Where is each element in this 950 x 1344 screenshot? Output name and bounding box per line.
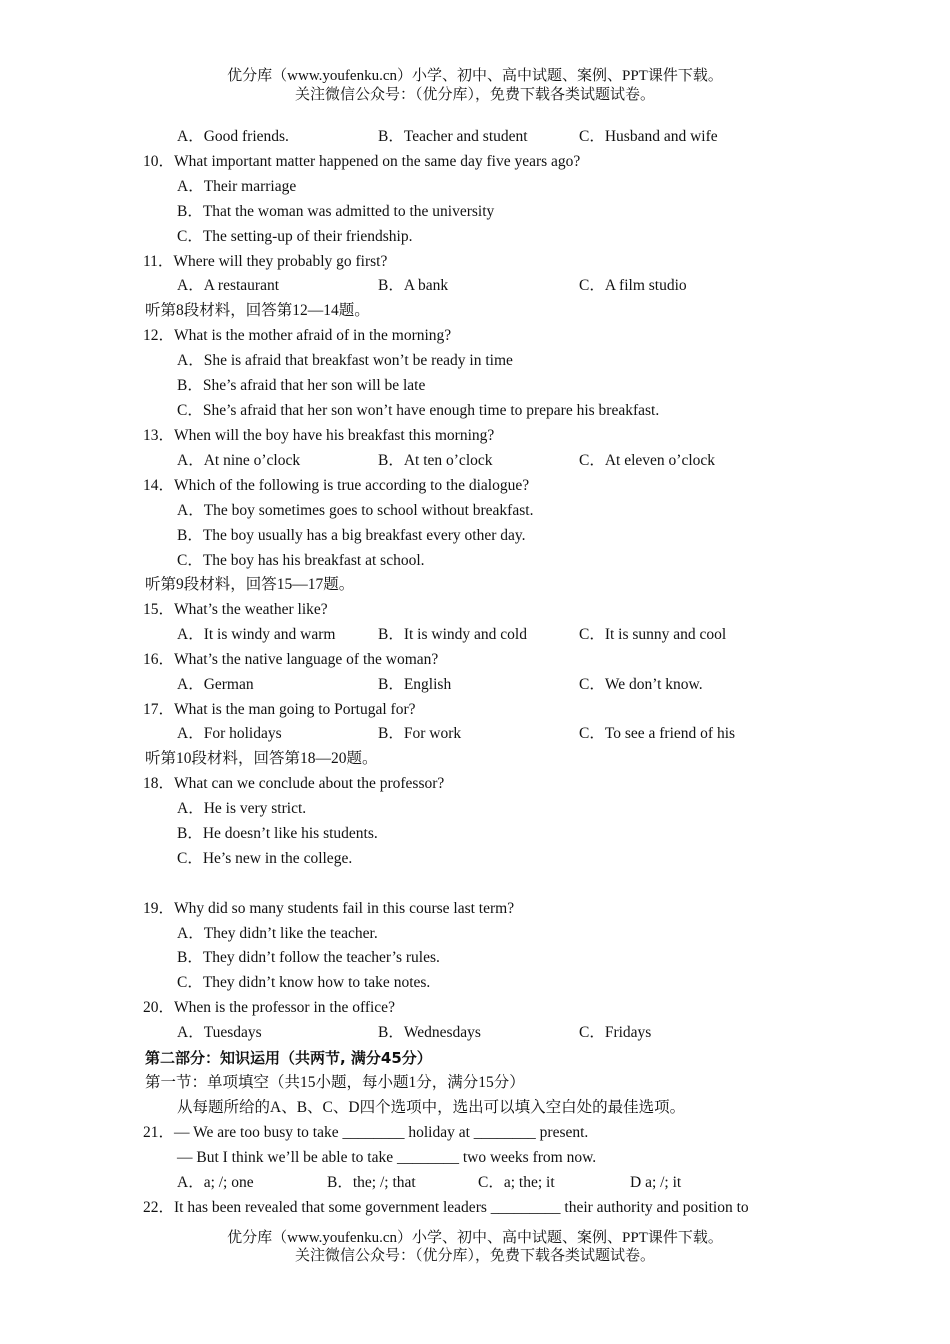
- page-footer-line2: 关注微信公众号：（优分库），免费下载各类试题试卷。: [294, 1248, 655, 1264]
- q16-stem: 16．What’s the native language of the woman?: [143, 651, 439, 668]
- q9-options: [0, 127, 950, 147]
- q19-stem: 19．Why did so many students fail in this course last term?: [143, 900, 515, 917]
- section-9-heading: 听第9段材料，回答15—17题。: [145, 576, 355, 593]
- part2-instruction: 从每题所给的A、B、C、D四个选项中，选出可以填入空白处的最佳选项。: [177, 1099, 686, 1116]
- q17-option-b: B．For work: [378, 725, 462, 742]
- section-10-heading: 听第10段材料，回答第18—20题。: [145, 750, 378, 767]
- q19-option-b: B．They didn’t follow the teacher’s rules.: [177, 949, 440, 966]
- q12-option-a: A．She is afraid that breakfast won’t be ready in time: [177, 352, 513, 369]
- q15-option-c: C．It is sunny and cool: [579, 626, 727, 643]
- q11-option-b: B．A bank: [378, 277, 449, 294]
- q19-option-c: C．They didn’t know how to take notes.: [177, 974, 431, 991]
- q18-stem: 18．What can we conclude about the professor?: [143, 775, 445, 792]
- q20-option-b: B．Wednesdays: [378, 1024, 481, 1041]
- q17-options: [0, 724, 950, 744]
- q14-option-a: A．The boy sometimes goes to school without breakfast.: [177, 502, 534, 519]
- page-header-line2: 关注微信公众号：（优分库），免费下载各类试题试卷。: [294, 87, 655, 103]
- q10-stem: 10．What important matter happened on the same day five years ago?: [143, 153, 581, 170]
- q22-stem: 22．It has been revealed that some government leaders _________ their authority and position to: [143, 1199, 749, 1216]
- q20-option-a: A．Tuesdays: [177, 1024, 262, 1041]
- q21-stem-line2: — But I think we’ll be able to take ________ two weeks from now.: [177, 1149, 597, 1166]
- q21-option-a: A．a; /; one: [177, 1174, 254, 1191]
- q10-option-c: C．The setting-up of their friendship.: [177, 228, 413, 245]
- q13-stem: 13．When will the boy have his breakfast this morning?: [143, 427, 495, 444]
- q21-option-c: C．a; the; it: [478, 1174, 555, 1191]
- q12-option-b: B．She’s afraid that her son will be late: [177, 377, 426, 394]
- q15-stem: 15．What’s the weather like?: [143, 601, 328, 618]
- q11-option-c: C．A film studio: [579, 277, 687, 294]
- q14-option-b: B．The boy usually has a big breakfast every other day.: [177, 527, 526, 544]
- q14-stem: 14．Which of the following is true according to the dialogue?: [143, 477, 530, 494]
- q21-stem: 21．— We are too busy to take ________ holiday at ________ present.: [143, 1124, 589, 1141]
- q17-option-c: C．To see a friend of his: [579, 725, 736, 742]
- q9-option-a: A．Good friends.: [177, 128, 289, 145]
- q13-options: [0, 451, 950, 471]
- page-header-line1: 优分库（www.youfenku.cn）小学、初中、高中试题、案例、PPT课件下载。: [227, 68, 723, 84]
- q15-option-b: B．It is windy and cold: [378, 626, 527, 643]
- q16-option-a: A．German: [177, 676, 254, 693]
- q12-option-c: C．She’s afraid that her son won’t have enough time to prepare his breakfast.: [177, 402, 660, 419]
- q16-option-c: C．We don’t know.: [579, 676, 703, 693]
- part2-title: 第二部分：知识运用（共两节, 满分45分）: [145, 1049, 432, 1067]
- q14-option-c: C．The boy has his breakfast at school.: [177, 552, 425, 569]
- q15-options: [0, 625, 950, 645]
- q20-stem: 20．When is the professor in the office?: [143, 999, 395, 1016]
- q17-option-a: A．For holidays: [177, 725, 282, 742]
- q13-option-a: A．At nine o’clock: [177, 452, 301, 469]
- q18-option-c: C．He’s new in the college.: [177, 850, 353, 867]
- part2-section1-heading: 第一节：单项填空（共15小题，每小题1分，满分15分）: [145, 1074, 525, 1091]
- q15-option-a: A．It is windy and warm: [177, 626, 336, 643]
- q19-option-a: A．They didn’t like the teacher.: [177, 925, 378, 942]
- q11-stem: 11．Where will they probably go first?: [143, 253, 388, 270]
- section-8-heading: 听第8段材料，回答第12—14题。: [145, 302, 370, 319]
- q20-options: [0, 1023, 950, 1043]
- q13-option-c: C．At eleven o’clock: [579, 452, 716, 469]
- q18-option-a: A．He is very strict.: [177, 800, 307, 817]
- q12-stem: 12．What is the mother afraid of in the morning?: [143, 327, 452, 344]
- q17-stem: 17．What is the man going to Portugal for?: [143, 701, 416, 718]
- q9-option-b: B．Teacher and student: [378, 128, 528, 145]
- q11-options: [0, 276, 950, 296]
- q21-options: [0, 1173, 950, 1193]
- q20-option-c: C．Fridays: [579, 1024, 652, 1041]
- q10-option-b: B．That the woman was admitted to the university: [177, 203, 495, 220]
- q18-option-b: B．He doesn’t like his students.: [177, 825, 378, 842]
- q13-option-b: B．At ten o’clock: [378, 452, 493, 469]
- q16-options: [0, 675, 950, 695]
- q9-option-c: C．Husband and wife: [579, 128, 718, 145]
- q21-option-b: B．the; /; that: [327, 1174, 416, 1191]
- page-footer-line1: 优分库（www.youfenku.cn）小学、初中、高中试题、案例、PPT课件下载。: [227, 1230, 723, 1246]
- q21-option-d: D a; /; it: [630, 1174, 682, 1191]
- q10-option-a: A．Their marriage: [177, 178, 297, 195]
- q16-option-b: B．English: [378, 676, 452, 693]
- q11-option-a: A．A restaurant: [177, 277, 280, 294]
